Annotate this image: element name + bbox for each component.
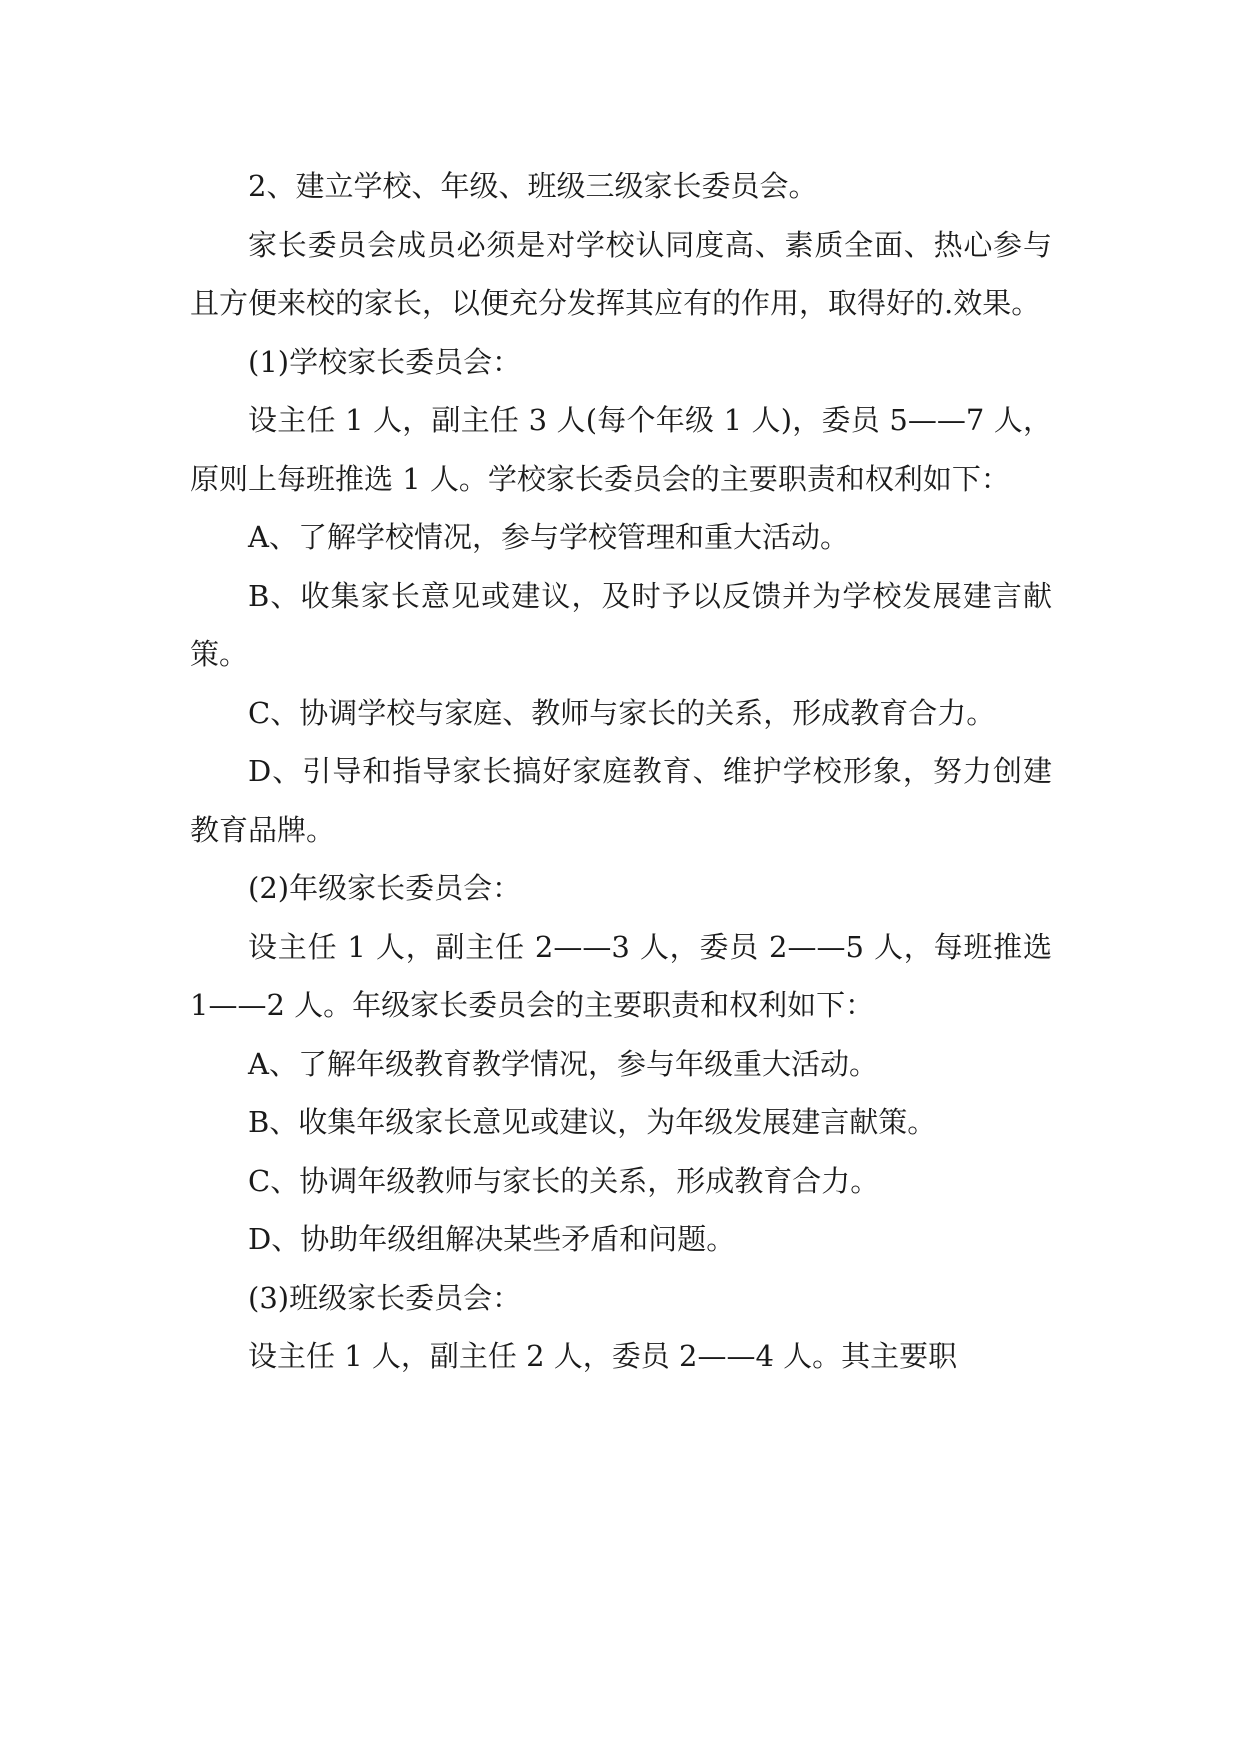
- paragraph-school-duty-a: A、了解学校情况，参与学校管理和重大活动。: [248, 520, 849, 554]
- paragraph-grade-duty-a: A、了解年级教育教学情况，参与年级重大活动。: [248, 1046, 878, 1081]
- paragraph-school-duty-c: C、协调学校与家庭、教师与家长的关系，形成教育合力。: [248, 695, 996, 730]
- paragraph-school-duty-b: B、收集家长意见或建议，及时予以反馈并为学校发展建言献策。: [190, 578, 1052, 671]
- paragraph-school-committee-composition: 设主任 1 人，副主任 3 人(每个年级 1 人)，委员 5——7 人，原则上每班推选 1 人。学校家长委员会的主要职责和权利如下：: [190, 403, 1052, 496]
- paragraph-grade-duty-d: D、协助年级组解决某些矛盾和问题。: [248, 1222, 736, 1256]
- paragraph-grade-duty-b: B、收集年级家长意见或建议，为年级发展建言献策。: [248, 1105, 937, 1139]
- paragraph-class-committee-composition: 设主任 1 人，副主任 2 人，委员 2——4 人。其主要职: [248, 1339, 958, 1373]
- paragraph-school-duty-d: D、引导和指导家长搞好家庭教育、维护学校形象，努力创建教育品牌。: [190, 754, 1052, 847]
- paragraph-class-committee-heading: (3)班级家长委员会：: [248, 1280, 522, 1315]
- paragraph-section-heading: 2、建立学校、年级、班级三级家长委员会。: [248, 169, 818, 203]
- paragraph-grade-duty-c: C、协调年级教师与家长的关系，形成教育合力。: [248, 1163, 880, 1198]
- paragraph-grade-committee-heading: (2)年级家长委员会：: [248, 871, 522, 905]
- document-body: [190, 157, 1052, 1386]
- paragraph-school-committee-heading: (1)学校家长委员会：: [248, 344, 522, 379]
- paragraph-membership-requirement: 家长委员会成员必须是对学校认同度高、素质全面、热心参与且方便来校的家长，以便充分发挥其应有的作用，取得好的.效果。: [190, 227, 1052, 320]
- paragraph-grade-committee-composition: 设主任 1 人，副主任 2——3 人，委员 2——5 人，每班推选 1——2 人。年级家长委员会的主要职责和权利如下：: [190, 929, 1052, 1022]
